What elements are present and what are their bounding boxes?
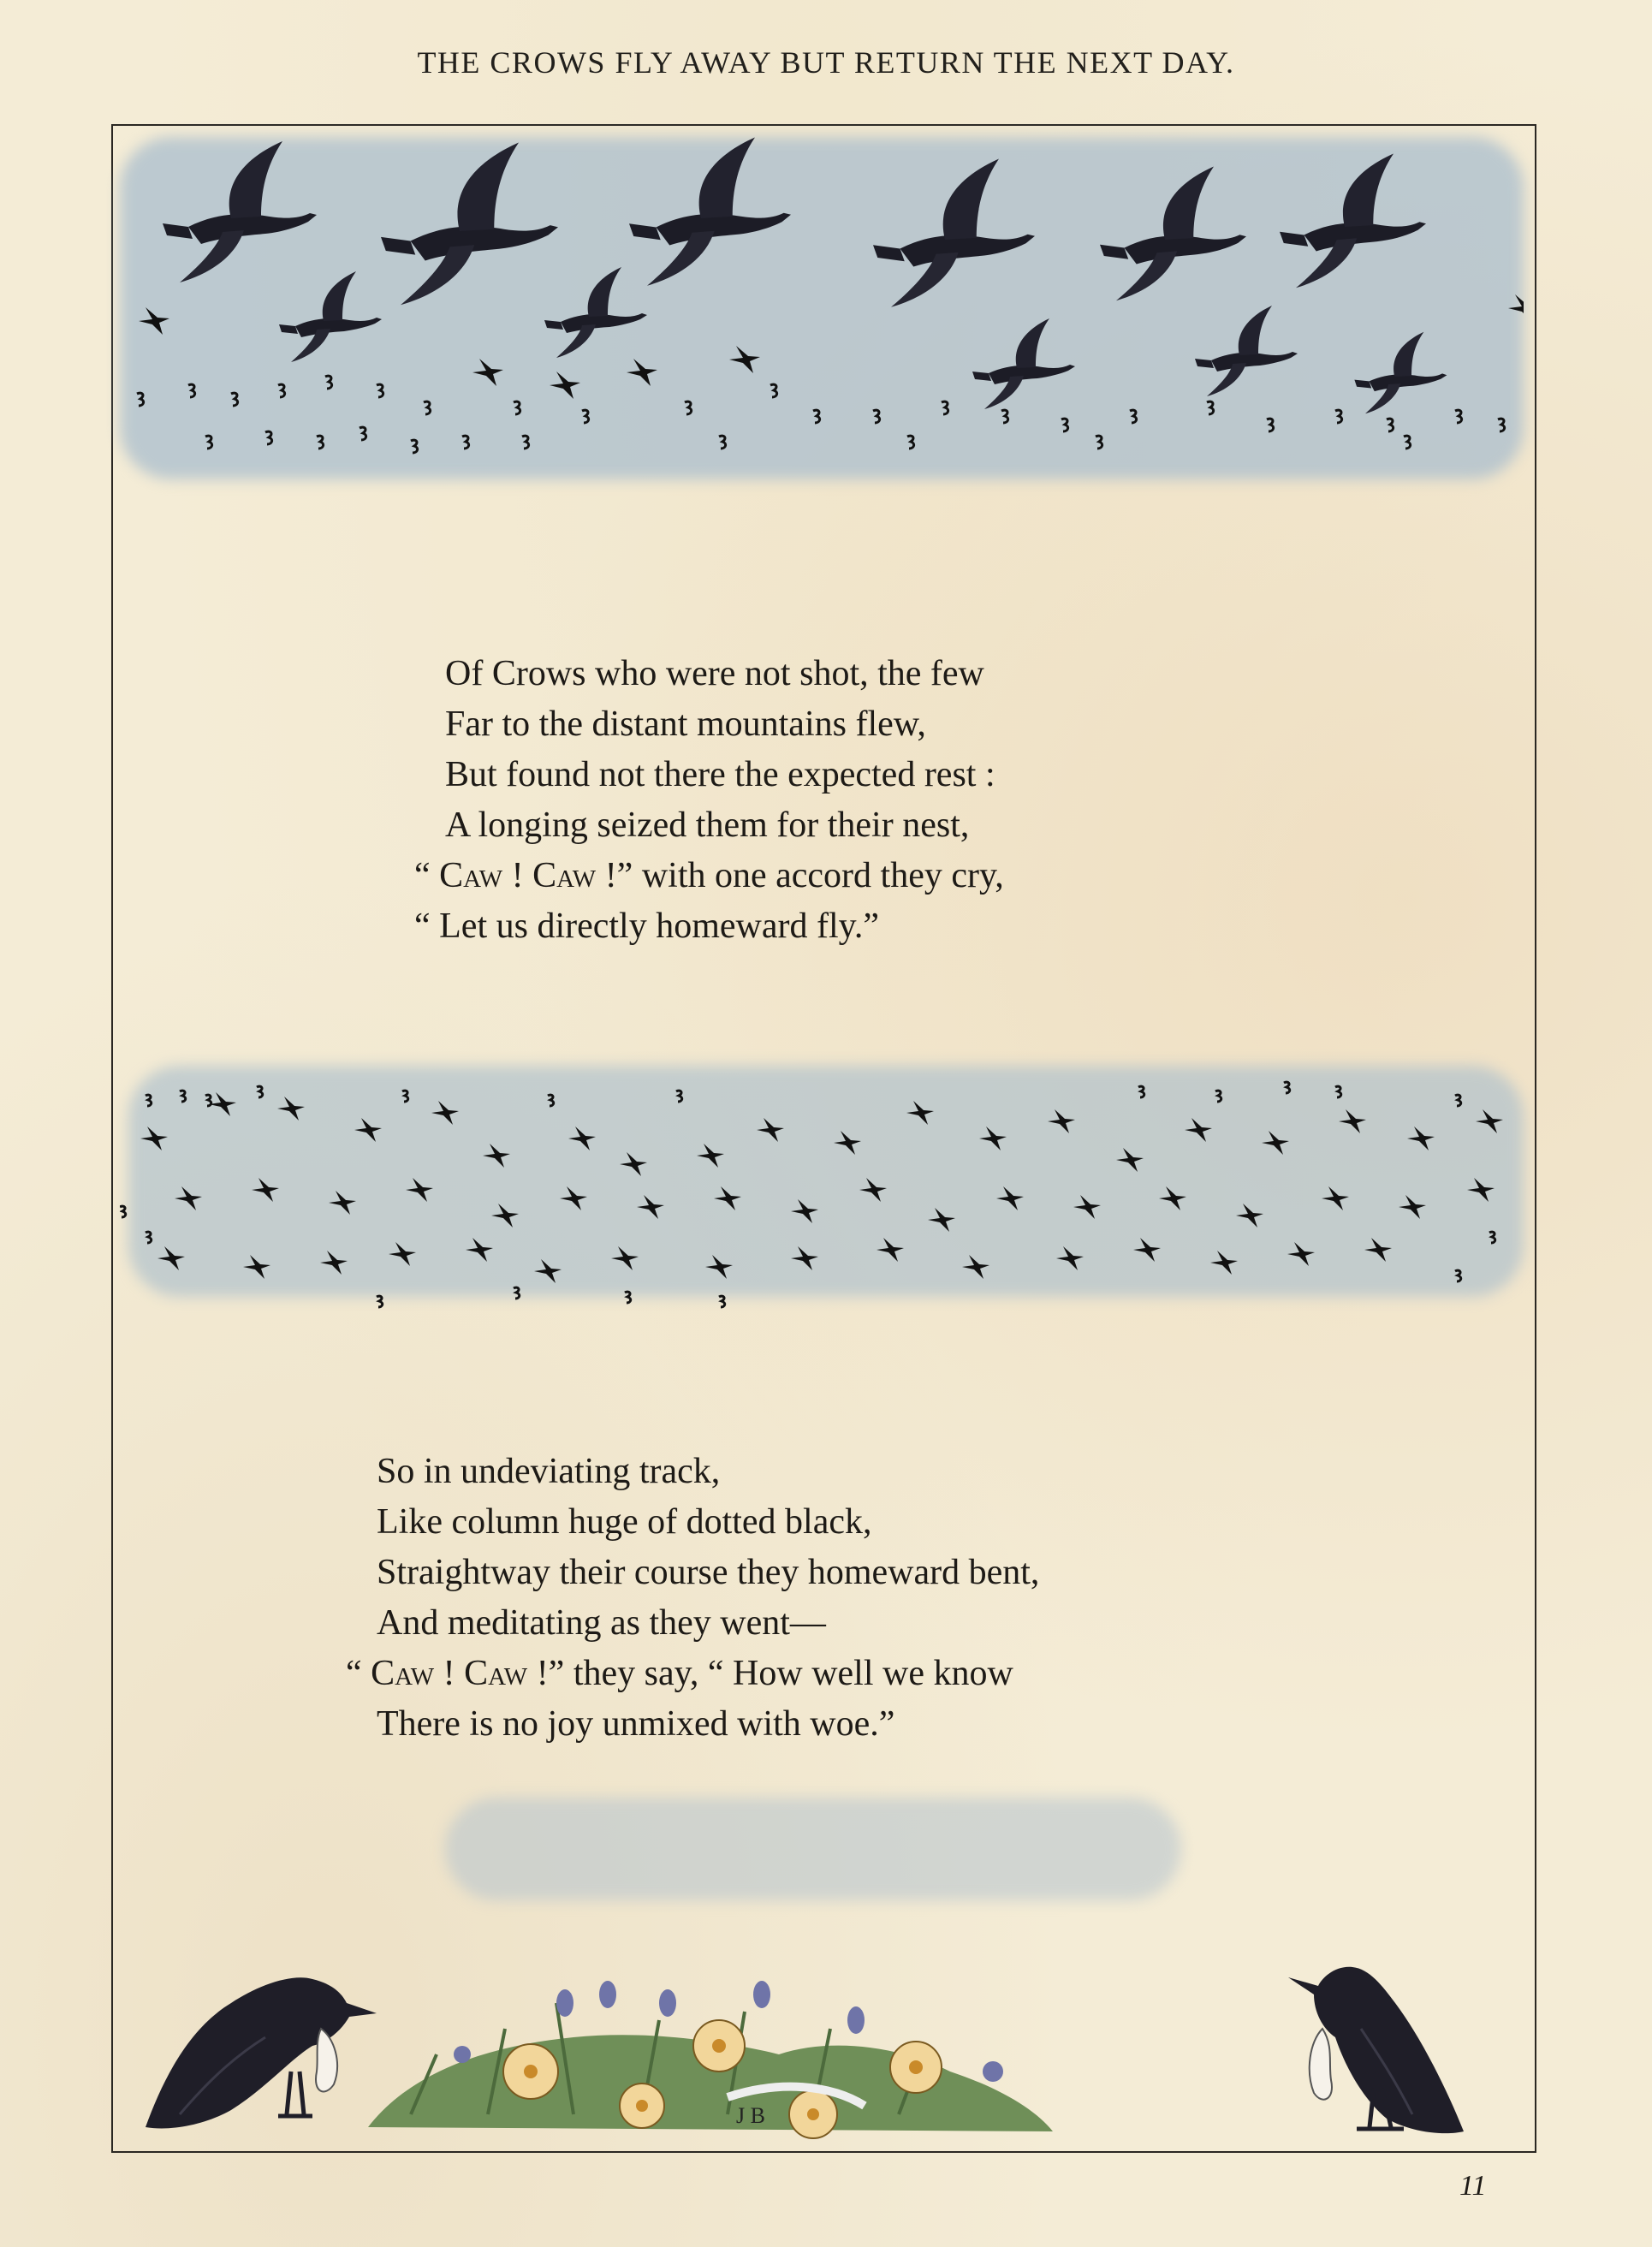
page-number: 11 (1459, 2170, 1487, 2202)
line-text: There is no joy unmixed with woe.” (377, 1704, 895, 1744)
poem-line (377, 1598, 1039, 1649)
poem-line (377, 1548, 1039, 1598)
line-text: Straightway their course they homeward bent, (377, 1553, 1040, 1592)
line-text: Like column huge of dotted black, (377, 1502, 872, 1542)
flock-ticks (120, 1082, 1495, 1307)
crow-flock-top-illustration (120, 128, 1524, 488)
poem-line (414, 901, 1004, 952)
caw-word: Caw (371, 1654, 435, 1693)
poem-line (377, 1699, 1039, 1750)
line-text: “ Let us directly homeward fly.” (414, 907, 880, 946)
right-crow-illustration (1288, 1967, 1464, 2133)
line-text: So in undeviating track, (377, 1452, 721, 1491)
small-birds (139, 294, 1524, 399)
poem-line (377, 1447, 1039, 1497)
line-text: And meditating as they went— (377, 1603, 826, 1643)
poem-line (445, 649, 1004, 699)
poem-line (445, 699, 1004, 750)
poem-line-caw (346, 1649, 1039, 1699)
poem-line (445, 750, 1004, 800)
page-header-title: THE CROWS FLY AWAY BUT RETURN THE NEXT DAY. (417, 45, 1235, 80)
poem-line (377, 1497, 1039, 1548)
flower-mound-illustration (368, 1981, 1053, 2138)
poem-line-caw (414, 851, 1004, 901)
poem-line (445, 800, 1004, 851)
poem-stanza-1 (414, 649, 1004, 952)
line-text: Far to the distant mountains flew, (445, 704, 926, 744)
line-text: !” they say, “ How well we know (527, 1654, 1013, 1693)
line-text: “ (346, 1654, 371, 1693)
large-crows (163, 138, 1426, 307)
line-text: “ (414, 856, 440, 895)
left-crow-illustration (146, 1977, 377, 2128)
line-text: Of Crows who were not shot, the few (445, 654, 984, 693)
line-text: ! (502, 856, 533, 895)
crow-flock-middle-illustration (120, 1079, 1524, 1327)
caw-word: Caw (464, 1654, 528, 1693)
line-text: But found not there the expected rest : (445, 755, 995, 794)
line-text: ! (434, 1654, 465, 1693)
caw-word: Caw (439, 856, 503, 895)
medium-crows (279, 267, 1447, 413)
poem-stanza-2 (346, 1447, 1040, 1750)
distant-birds (137, 376, 1505, 453)
caw-word: Caw (532, 856, 597, 895)
crows-and-flowers-vignette (128, 1900, 1515, 2149)
vignette-monogram: J B (736, 2103, 765, 2128)
line-text: !” with one accord they cry, (596, 856, 1004, 895)
flock-birds (140, 1092, 1503, 1283)
line-text: A longing seized them for their nest, (445, 805, 970, 845)
sky-wash-bottom (445, 1798, 1181, 1900)
